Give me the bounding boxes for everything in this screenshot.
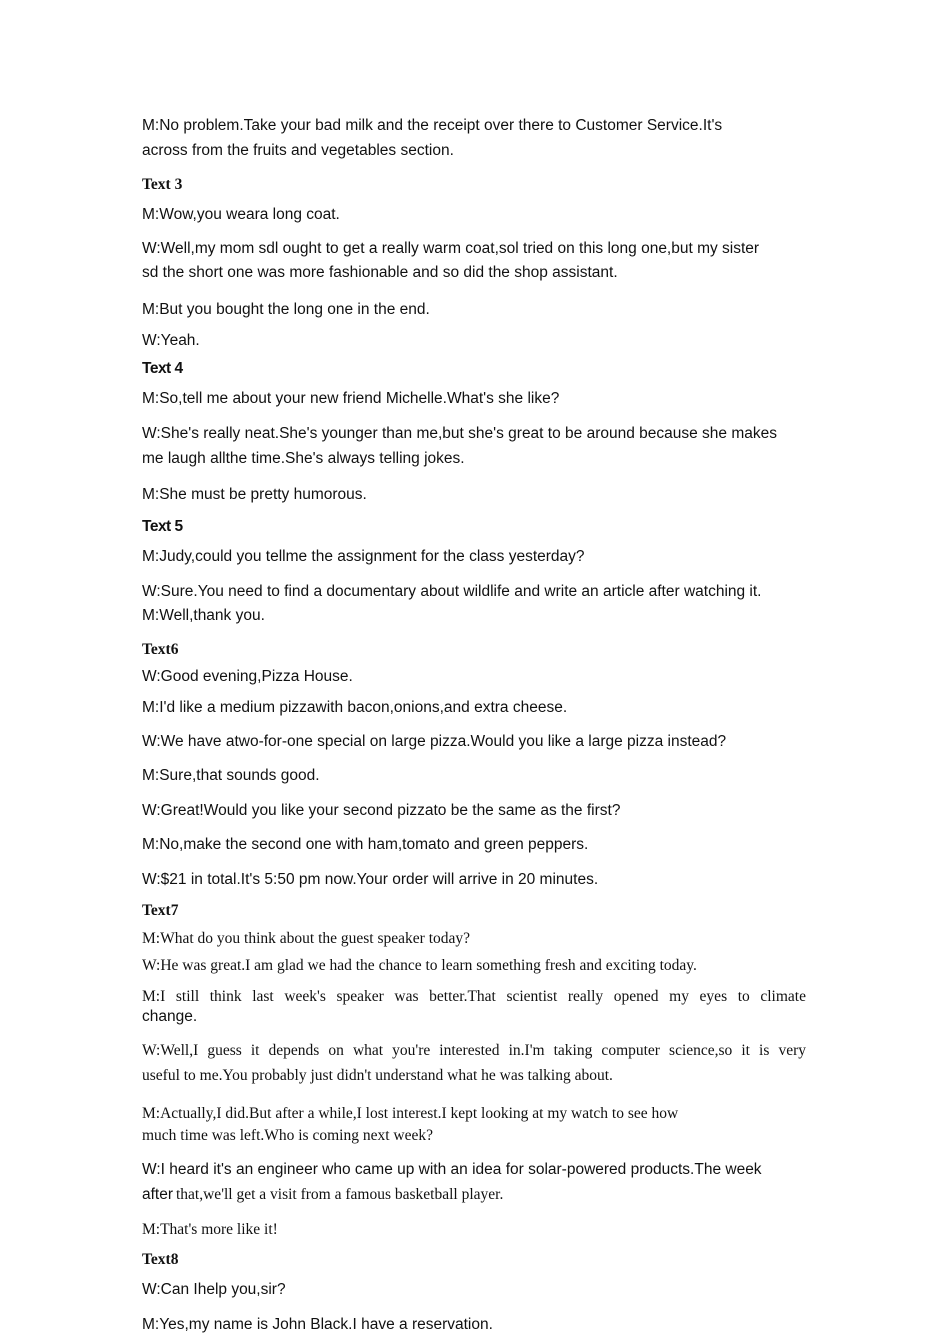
dialogue-line: W:I heard it's an engineer who came up with an idea for solar-powered products.The week [142,1161,762,1178]
dialogue-line: M:Yes,my name is John Black.I have a reservation. [142,1316,493,1333]
dialogue-line: W:She's really neat.She's younger than me,but she's great to be around because she makes [142,425,778,442]
dialogue-line: that,we'll get a visit from a famous basketball player. [176,1186,504,1203]
dialogue-line: W:Yeah. [142,332,200,349]
dialogue-line: M:She must be pretty humorous. [142,486,367,503]
dialogue-line: W:Well,my mom sdl ought to get a really warm coat,sol tried on this long one,but my sister [142,240,760,257]
dialogue-line: me laugh allthe time.She's always telling jokes. [142,450,465,467]
dialogue-line: M:Actually,I did.But after a while,I lost interest.I kept looking at my watch to see how [142,1105,679,1122]
dialogue-line: W:$21 in total.It's 5:50 pm now.Your order will arrive in 20 minutes. [142,871,599,888]
dialogue-line: M:Well,thank you. [142,607,265,624]
dialogue-line: W:Sure.You need to find a documentary about wildlife and write an article after watching it. [142,583,762,600]
dialogue-line: W:Great!Would you like your second pizzato be the same as the first? [142,802,621,819]
dialogue-line: M:Judy,could you tellme the assignment for the class yesterday? [142,548,585,565]
dialogue-line: across from the fruits and vegetables section. [142,142,454,159]
section-heading: Text7 [142,902,179,919]
dialogue-line: W:We have atwo-for-one special on large pizza.Would you like a large pizza instead? [142,733,727,750]
dialogue-line: M:I'd like a medium pizzawith bacon,onions,and extra cheese. [142,699,568,716]
dialogue-line: M:No,make the second one with ham,tomato and green peppers. [142,836,589,853]
dialogue-line: M:Sure,that sounds good. [142,767,320,784]
section-heading: Text6 [142,641,179,658]
dialogue-line: W:He was great.I am glad we had the chance to learn something fresh and exciting today. [142,957,697,974]
section-heading: Text8 [142,1251,179,1268]
section-heading: Text 3 [142,176,183,193]
dialogue-line: W:Can Ihelp you,sir? [142,1281,286,1298]
dialogue-line: M:No problem.Take your bad milk and the receipt over there to Customer Service.It's [142,117,723,134]
dialogue-line: much time was left.Who is coming next week? [142,1127,433,1144]
dialogue-line: M:Wow,you weara long coat. [142,206,340,223]
dialogue-line: after [142,1186,174,1203]
dialogue-line: M:I still think last week's speaker was better.That scientist really opened my eyes to climate [142,988,806,1005]
dialogue-line: M:But you bought the long one in the end. [142,301,430,318]
section-heading: Text 4 [142,360,183,377]
dialogue-line: M:What do you think about the guest speaker today? [142,930,471,947]
dialogue-line: W:Well,I guess it depends on what you're interested in.I'm taking computer science,so it is very [142,1042,806,1059]
dialogue-line: W:Good evening,Pizza House. [142,668,353,685]
dialogue-line: useful to me.You probably just didn't understand what he was talking about. [142,1067,613,1084]
dialogue-line: M:That's more like it! [142,1221,278,1238]
dialogue-line: change. [142,1008,198,1025]
section-heading: Text 5 [142,518,183,535]
dialogue-line: M:So,tell me about your new friend Michelle.What's she like? [142,390,560,407]
dialogue-line: sd the short one was more fashionable and so did the shop assistant. [142,264,618,281]
